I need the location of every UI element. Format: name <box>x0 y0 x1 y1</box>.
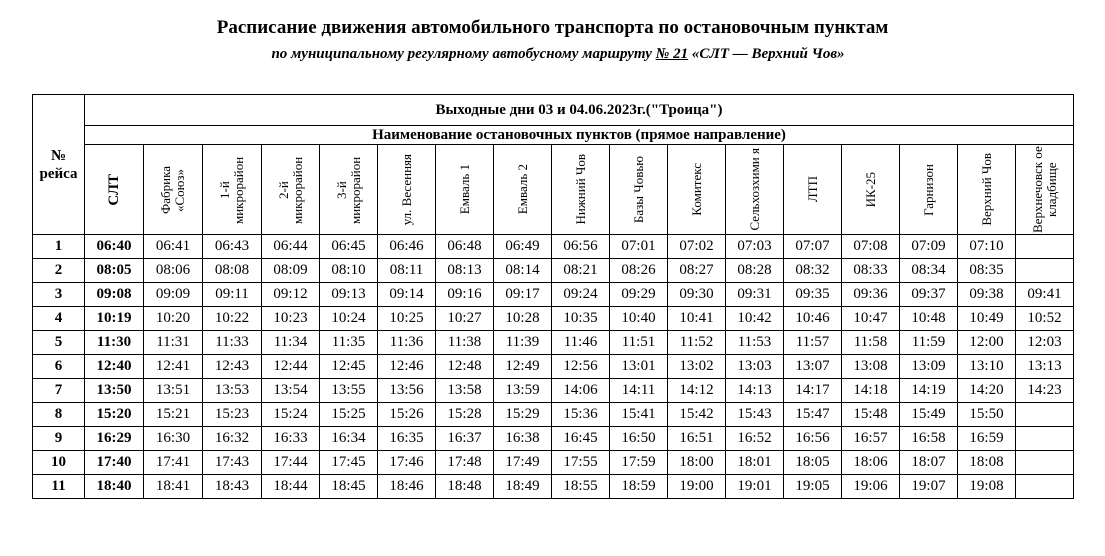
departure-time: 16:52 <box>726 427 784 451</box>
departure-time: 08:35 <box>958 259 1016 283</box>
departure-time <box>1016 451 1074 475</box>
departure-time: 17:59 <box>610 451 668 475</box>
trip-number: 10 <box>33 451 85 475</box>
departure-time: 18:55 <box>552 475 610 499</box>
stop-name: СЛТ <box>106 173 122 206</box>
departure-time: 13:09 <box>900 355 958 379</box>
departure-time: 10:27 <box>436 307 494 331</box>
departure-time <box>1016 259 1074 283</box>
departure-time: 07:03 <box>726 235 784 259</box>
departure-time: 15:29 <box>494 403 552 427</box>
departure-time: 06:45 <box>320 235 378 259</box>
trip-row <box>33 259 1074 283</box>
departure-time: 06:43 <box>203 235 262 259</box>
departure-time: 10:24 <box>320 307 378 331</box>
departure-time: 16:50 <box>610 427 668 451</box>
departure-time: 18:43 <box>203 475 262 499</box>
departure-time: 10:35 <box>552 307 610 331</box>
departure-time: 08:06 <box>144 259 203 283</box>
departure-time: 18:08 <box>958 451 1016 475</box>
departure-time: 18:46 <box>378 475 436 499</box>
departure-time: 12:49 <box>494 355 552 379</box>
departure-time: 08:08 <box>203 259 262 283</box>
stop-header-cell <box>203 145 262 235</box>
departure-time: 11:36 <box>378 331 436 355</box>
trip-number: 8 <box>33 403 85 427</box>
departure-time: 16:32 <box>203 427 262 451</box>
departure-time: 14:18 <box>842 379 900 403</box>
departure-time: 12:56 <box>552 355 610 379</box>
departure-time: 11:34 <box>262 331 320 355</box>
departure-time <box>1016 403 1074 427</box>
departure-time: 13:59 <box>494 379 552 403</box>
departure-time: 06:46 <box>378 235 436 259</box>
departure-time: 13:02 <box>668 355 726 379</box>
trip-row <box>33 475 1074 499</box>
departure-time: 08:27 <box>668 259 726 283</box>
departure-time: 15:36 <box>552 403 610 427</box>
departure-time: 11:30 <box>85 331 144 355</box>
departure-time: 08:11 <box>378 259 436 283</box>
departure-time: 06:56 <box>552 235 610 259</box>
departure-time: 10:47 <box>842 307 900 331</box>
stop-header-cell <box>494 145 552 235</box>
departure-time: 13:10 <box>958 355 1016 379</box>
departure-time: 08:34 <box>900 259 958 283</box>
departure-time: 17:48 <box>436 451 494 475</box>
departure-time: 17:55 <box>552 451 610 475</box>
departure-time: 07:08 <box>842 235 900 259</box>
trip-row <box>33 283 1074 307</box>
departure-time: 12:00 <box>958 331 1016 355</box>
departure-time: 18:06 <box>842 451 900 475</box>
departure-time: 09:37 <box>900 283 958 307</box>
departure-time: 16:34 <box>320 427 378 451</box>
stop-name: Емваль 2 <box>514 164 530 215</box>
departure-time: 09:38 <box>958 283 1016 307</box>
departure-time: 16:58 <box>900 427 958 451</box>
departure-time: 08:32 <box>784 259 842 283</box>
departure-time: 13:54 <box>262 379 320 403</box>
departure-time: 11:38 <box>436 331 494 355</box>
departure-time: 11:58 <box>842 331 900 355</box>
departure-time: 18:40 <box>85 475 144 499</box>
departure-time: 06:44 <box>262 235 320 259</box>
departure-time: 09:08 <box>85 283 144 307</box>
departure-time: 09:35 <box>784 283 842 307</box>
departure-time: 12:46 <box>378 355 436 379</box>
trip-number: 3 <box>33 283 85 307</box>
departure-time: 16:37 <box>436 427 494 451</box>
trip-number: 11 <box>33 475 85 499</box>
departure-time: 15:48 <box>842 403 900 427</box>
departure-time: 14:19 <box>900 379 958 403</box>
departure-time: 12:44 <box>262 355 320 379</box>
departure-time: 16:29 <box>85 427 144 451</box>
departure-time: 14:12 <box>668 379 726 403</box>
departure-time: 08:26 <box>610 259 668 283</box>
departure-time: 13:08 <box>842 355 900 379</box>
departure-time: 18:48 <box>436 475 494 499</box>
stop-name: Верхний Чов <box>978 153 994 226</box>
stop-header-cell <box>144 145 203 235</box>
departure-time: 17:44 <box>262 451 320 475</box>
departure-time: 16:38 <box>494 427 552 451</box>
departure-time: 17:49 <box>494 451 552 475</box>
departure-time: 09:12 <box>262 283 320 307</box>
departure-time: 16:59 <box>958 427 1016 451</box>
departure-time: 19:06 <box>842 475 900 499</box>
departure-time: 10:46 <box>784 307 842 331</box>
route-number: № 21 <box>655 46 689 62</box>
stops-caption <box>85 126 1074 145</box>
departure-time: 09:11 <box>203 283 262 307</box>
departure-time: 10:22 <box>203 307 262 331</box>
departure-time: 13:53 <box>203 379 262 403</box>
departure-time: 12:48 <box>436 355 494 379</box>
departure-time: 16:57 <box>842 427 900 451</box>
departure-time: 09:41 <box>1016 283 1074 307</box>
stop-name: Емваль 1 <box>456 164 472 215</box>
departure-time: 09:14 <box>378 283 436 307</box>
trip-number-header <box>33 95 85 235</box>
departure-time: 10:28 <box>494 307 552 331</box>
departure-time: 14:11 <box>610 379 668 403</box>
departure-time: 19:08 <box>958 475 1016 499</box>
departure-time: 19:00 <box>668 475 726 499</box>
departure-time: 18:00 <box>668 451 726 475</box>
departure-time: 11:51 <box>610 331 668 355</box>
departure-time: 18:01 <box>726 451 784 475</box>
departure-time: 15:20 <box>85 403 144 427</box>
departure-time: 10:40 <box>610 307 668 331</box>
departure-time: 13:58 <box>436 379 494 403</box>
departure-time: 18:41 <box>144 475 203 499</box>
departure-time: 07:07 <box>784 235 842 259</box>
departure-time: 07:10 <box>958 235 1016 259</box>
departure-time: 16:30 <box>144 427 203 451</box>
subtitle-route-end: Чов» <box>811 46 845 62</box>
departure-time: 13:07 <box>784 355 842 379</box>
departure-time: 12:45 <box>320 355 378 379</box>
departure-time: 14:20 <box>958 379 1016 403</box>
stop-header-cell <box>784 145 842 235</box>
stop-header-cell <box>85 145 144 235</box>
stop-header-cell <box>552 145 610 235</box>
departure-time: 17:41 <box>144 451 203 475</box>
departure-time: 19:01 <box>726 475 784 499</box>
departure-time: 15:25 <box>320 403 378 427</box>
departure-time: 15:21 <box>144 403 203 427</box>
departure-time: 11:31 <box>144 331 203 355</box>
departure-time: 19:07 <box>900 475 958 499</box>
departure-time: 15:23 <box>203 403 262 427</box>
departure-time: 16:51 <box>668 427 726 451</box>
departure-time: 15:24 <box>262 403 320 427</box>
departure-time: 14:06 <box>552 379 610 403</box>
departure-time: 14:17 <box>784 379 842 403</box>
departure-time: 10:49 <box>958 307 1016 331</box>
departure-time: 17:45 <box>320 451 378 475</box>
departure-time: 08:10 <box>320 259 378 283</box>
departure-time <box>1016 427 1074 451</box>
departure-time: 11:33 <box>203 331 262 355</box>
departure-time: 08:33 <box>842 259 900 283</box>
trip-number: 7 <box>33 379 85 403</box>
departure-time: 11:46 <box>552 331 610 355</box>
stop-header-cell <box>900 145 958 235</box>
stop-header-cell <box>726 145 784 235</box>
stops-caption-text: Наименование остановочных пунктов (прямое направление) <box>372 126 786 143</box>
departure-time: 11:59 <box>900 331 958 355</box>
trip-number: 9 <box>33 427 85 451</box>
departure-time: 14:23 <box>1016 379 1074 403</box>
trip-row <box>33 451 1074 475</box>
departure-time: 09:17 <box>494 283 552 307</box>
departure-time: 18:07 <box>900 451 958 475</box>
document-title: Расписание движения автомобильного транспорта по остановочным пунктам <box>216 17 889 38</box>
departure-time: 13:56 <box>378 379 436 403</box>
departure-time: 17:40 <box>85 451 144 475</box>
stop-header-cell <box>610 145 668 235</box>
departure-time: 15:41 <box>610 403 668 427</box>
departure-time: 13:50 <box>85 379 144 403</box>
departure-time: 07:09 <box>900 235 958 259</box>
stop-name: Верхнечовск ое кладбище <box>1029 146 1059 233</box>
departure-time: 13:13 <box>1016 355 1074 379</box>
departure-time: 16:56 <box>784 427 842 451</box>
trip-row <box>33 235 1074 259</box>
departure-time: 15:28 <box>436 403 494 427</box>
departure-time <box>1016 235 1074 259</box>
trip-number: 6 <box>33 355 85 379</box>
departure-time: 11:53 <box>726 331 784 355</box>
stop-name: Комитекс <box>688 163 704 216</box>
stop-name: 2-й микрорайон <box>275 155 305 224</box>
departure-time: 09:30 <box>668 283 726 307</box>
stop-name: Гарнизон <box>920 163 936 216</box>
stop-header-cell <box>668 145 726 235</box>
stop-header-cell <box>320 145 378 235</box>
trip-number: 4 <box>33 307 85 331</box>
stop-name: Базы Човью <box>630 155 646 224</box>
stop-header-cell <box>436 145 494 235</box>
departure-time: 10:19 <box>85 307 144 331</box>
departure-time: 08:28 <box>726 259 784 283</box>
subtitle-prefix: по муниципальному регулярному автобусному маршруту <box>271 46 656 62</box>
departure-time: 19:05 <box>784 475 842 499</box>
period-caption-text: Выходные дни 03 и 04.06.2023г.("Троица") <box>435 101 723 118</box>
trip-row <box>33 403 1074 427</box>
departure-time: 18:05 <box>784 451 842 475</box>
departure-time: 09:31 <box>726 283 784 307</box>
stop-header-cell <box>842 145 900 235</box>
stop-header-cell <box>958 145 1016 235</box>
departure-time: 06:41 <box>144 235 203 259</box>
departure-time: 12:43 <box>203 355 262 379</box>
departure-time: 17:46 <box>378 451 436 475</box>
departure-time: 15:42 <box>668 403 726 427</box>
stop-name: Нижний Чов <box>572 154 588 225</box>
departure-time: 15:49 <box>900 403 958 427</box>
document-subtitle <box>0 44 1105 64</box>
departure-time: 09:09 <box>144 283 203 307</box>
departure-time: 10:52 <box>1016 307 1074 331</box>
trip-number: 5 <box>33 331 85 355</box>
departure-time: 16:33 <box>262 427 320 451</box>
departure-time: 08:21 <box>552 259 610 283</box>
departure-time: 11:39 <box>494 331 552 355</box>
stop-header-cell <box>1016 145 1074 235</box>
trip-row <box>33 355 1074 379</box>
departure-time: 18:45 <box>320 475 378 499</box>
departure-time: 10:41 <box>668 307 726 331</box>
departure-time: 09:36 <box>842 283 900 307</box>
departure-time: 09:13 <box>320 283 378 307</box>
departure-time: 13:51 <box>144 379 203 403</box>
trip-number: 1 <box>33 235 85 259</box>
departure-time: 09:16 <box>436 283 494 307</box>
departure-time: 15:47 <box>784 403 842 427</box>
departure-time: 10:42 <box>726 307 784 331</box>
trip-number-header-label: № рейса <box>39 147 78 182</box>
stop-name: 1-й микрорайон <box>217 155 246 224</box>
stop-name: Сельхозхими я <box>746 148 762 231</box>
departure-time: 08:09 <box>262 259 320 283</box>
departure-time: 12:41 <box>144 355 203 379</box>
departure-time: 06:40 <box>85 235 144 259</box>
departure-time: 12:03 <box>1016 331 1074 355</box>
stop-header-cell <box>262 145 320 235</box>
stop-name: ул. Весенняя <box>398 153 414 226</box>
departure-time: 09:24 <box>552 283 610 307</box>
departure-time: 11:35 <box>320 331 378 355</box>
departure-time <box>1016 475 1074 499</box>
departure-time: 16:35 <box>378 427 436 451</box>
stop-name: Фабрика «Союз» <box>158 165 187 214</box>
departure-time: 18:44 <box>262 475 320 499</box>
departure-time: 10:25 <box>378 307 436 331</box>
stop-name: ЛТП <box>804 176 820 203</box>
departure-time: 17:43 <box>203 451 262 475</box>
departure-time: 08:14 <box>494 259 552 283</box>
trip-row <box>33 379 1074 403</box>
departure-time: 06:49 <box>494 235 552 259</box>
schedule-table <box>32 94 1074 499</box>
departure-time: 12:40 <box>85 355 144 379</box>
departure-time: 10:23 <box>262 307 320 331</box>
departure-time: 15:50 <box>958 403 1016 427</box>
departure-time: 15:43 <box>726 403 784 427</box>
departure-time: 18:49 <box>494 475 552 499</box>
departure-time: 06:48 <box>436 235 494 259</box>
departure-time: 16:45 <box>552 427 610 451</box>
period-caption <box>85 95 1074 126</box>
departure-time: 13:01 <box>610 355 668 379</box>
trip-row <box>33 307 1074 331</box>
stop-header-cell <box>378 145 436 235</box>
subtitle-route: «СЛТ — Верхний <box>688 46 812 62</box>
departure-time: 18:59 <box>610 475 668 499</box>
departure-time: 14:13 <box>726 379 784 403</box>
stop-name: 3-й микрорайон <box>333 155 363 224</box>
departure-time: 07:01 <box>610 235 668 259</box>
trip-number: 2 <box>33 259 85 283</box>
trip-row <box>33 331 1074 355</box>
stop-name: ИК-25 <box>862 171 878 208</box>
departure-time: 13:03 <box>726 355 784 379</box>
departure-time: 13:55 <box>320 379 378 403</box>
trip-row <box>33 427 1074 451</box>
departure-time: 09:29 <box>610 283 668 307</box>
departure-time: 15:26 <box>378 403 436 427</box>
departure-time: 07:02 <box>668 235 726 259</box>
departure-time: 11:57 <box>784 331 842 355</box>
departure-time: 08:13 <box>436 259 494 283</box>
departure-time: 10:48 <box>900 307 958 331</box>
departure-time: 08:05 <box>85 259 144 283</box>
departure-time: 10:20 <box>144 307 203 331</box>
departure-time: 11:52 <box>668 331 726 355</box>
